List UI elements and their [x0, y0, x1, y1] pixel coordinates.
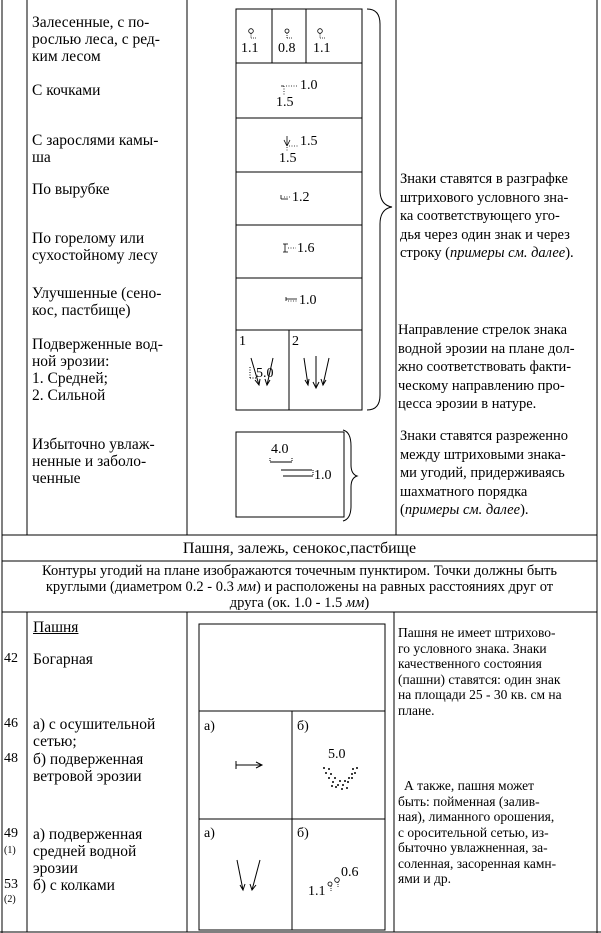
- sign-value: 1.0: [299, 293, 317, 308]
- row-subnumber: (1): [4, 845, 16, 856]
- row-improved-label: Улучшенные (сено- кос, пастбище): [32, 285, 162, 319]
- row-groves-label: б) с колками: [33, 877, 115, 894]
- sign-value: 1.2: [292, 190, 310, 205]
- row-forested-label: Залесенные, с по- рослью леса, с ред- ким лесом: [32, 14, 160, 65]
- sign-value: 1: [239, 334, 246, 349]
- sign-value: 4.0: [271, 442, 289, 457]
- arable-heading: Пашня: [33, 619, 79, 636]
- sign-value: 1.0: [314, 468, 332, 483]
- row-number: 46: [4, 716, 18, 731]
- sign-value: 1.0: [300, 78, 318, 93]
- section-title: Пашня, залежь, сенокос,пастбище: [182, 540, 417, 557]
- row-burnt-label: По горелому или сухостойному лесу: [32, 230, 158, 264]
- sign-value: 0.6: [341, 865, 359, 880]
- row-number: 48: [4, 751, 18, 766]
- row-rainfed-label: Богарная: [33, 651, 93, 668]
- sign-value: 1.1: [308, 884, 326, 899]
- sign-value: 5.0: [328, 747, 346, 762]
- row-number: 49: [4, 826, 18, 841]
- cell-label-a: а): [204, 719, 215, 734]
- sign-value: 0.8: [278, 41, 296, 56]
- row-subnumber: (2): [4, 894, 16, 905]
- cell-label-b: б): [297, 826, 309, 841]
- row-hummocks-label: С кочками: [32, 82, 101, 99]
- row-reeds-label: С зарослями камы- ша: [32, 132, 159, 166]
- sign-value: 5.0: [256, 366, 274, 381]
- note-arable-types: А также, пашня может быть: пойменная (залив- ная), лиманного орошения, с оросительной сетью, из- быточно увлажненная, за- соленная, засоренная камн- ями и др.: [398, 778, 557, 886]
- row-waterlogged-label: Избыточно увлаж- ненные и заболо- ченные: [32, 436, 155, 487]
- sign-value: 1.5: [279, 151, 297, 166]
- sign-value: 2: [292, 334, 299, 349]
- sign-value: 1.1: [241, 41, 259, 56]
- row-number: 53: [4, 877, 18, 892]
- sign-value: 1.5: [276, 95, 294, 110]
- note-erosion-arrows: Направление стрелок знака водной эрозии на плане дол- жно соответствовать факти- ческому направлению про- цесса эрозии в натуре.: [398, 322, 575, 412]
- row-felling-label: По вырубке: [32, 181, 110, 198]
- wind-erosion-dots: [323, 767, 358, 790]
- row-erosion-label: Подверженные вод- ной эрозии: 1. Средней; 2. Сильной: [32, 336, 163, 404]
- note-sparse-placement: Знаки ставятся разреженно между штриховыми знака- ми угодий, придерживаясь шахматного порядка (примеры см. далее).: [400, 428, 568, 518]
- row-drainage-label: а) с осушительной сетью;: [33, 716, 156, 750]
- sign-value: 1.6: [297, 241, 315, 256]
- section-description: Контуры угодий на плане изображаются точечным пунктиром. Точки должны быть круглыми (диаметром 0.2 - 0.3 мм) и расположены на равных расстояниях друг от друга (ок. 1.0 - 1.5 мм): [42, 563, 557, 611]
- note-hatching-placement: Знаки ставятся в разграфке штрихового условного зна- ка соответствующего уго- дья через один знак и через строку (примеры см. далее).: [400, 171, 574, 261]
- row-water-erosion-label: а) подверженная средней водной эрозии: [33, 826, 143, 877]
- row-wind-erosion-label: б) подверженная ветровой эрозии: [33, 751, 144, 785]
- row-number: 42: [4, 651, 18, 666]
- note-arable-no-hatching: Пашня не имеет штрихово- го условного знака. Знаки качественного состояния (пашни) ставятся: один знак на площади 25 - 30 кв. см на плане.: [398, 625, 562, 718]
- cell-label-b: б): [297, 719, 309, 734]
- cell-label-a: а): [204, 826, 215, 841]
- sign-value: 1.5: [300, 134, 318, 149]
- sign-value: 1.1: [313, 41, 331, 56]
